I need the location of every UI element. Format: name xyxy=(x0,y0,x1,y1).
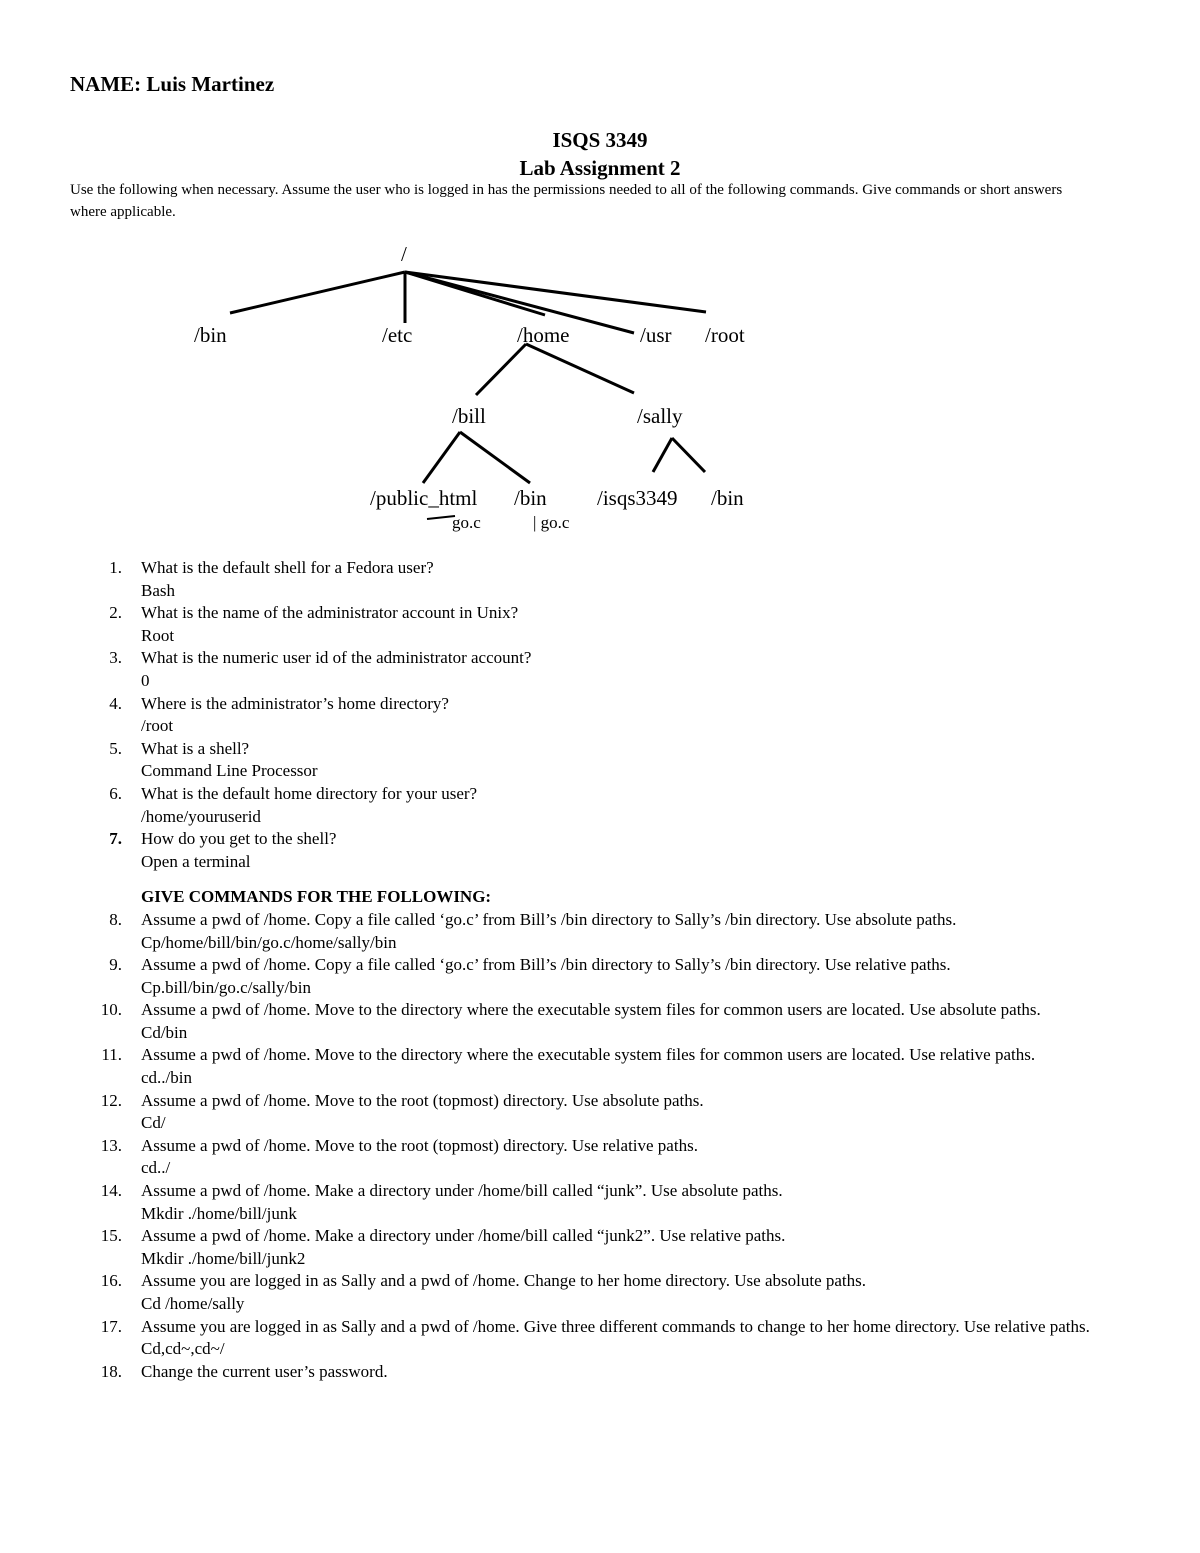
question-text: What is a shell? xyxy=(141,738,250,758)
question-item xyxy=(0,999,1101,1044)
instructions: Use the following when necessary. Assume the user who is logged in has the permissions needed to all of the following commands. Give commands or short answers where applicable. xyxy=(70,182,1063,220)
node-sally-bin: /bin xyxy=(711,486,744,510)
question-item xyxy=(0,602,1101,647)
question-text: What is the default home directory for your user? xyxy=(141,783,478,803)
answer-text: Cd/bin xyxy=(141,1022,188,1042)
edge-bill-bin xyxy=(460,432,530,483)
question-list xyxy=(0,557,1200,1383)
question-number: 14. xyxy=(100,1181,122,1201)
node-root: / xyxy=(401,242,407,266)
question-number: 18. xyxy=(100,1361,122,1381)
answer-text: Cp.bill/bin/go.c/sally/bin xyxy=(141,977,311,997)
node-sally: /sally xyxy=(637,404,683,428)
question-number: 1. xyxy=(109,558,122,577)
node-usr: /usr xyxy=(640,323,672,347)
question-item xyxy=(0,1044,1101,1089)
question-number: 3. xyxy=(109,648,122,668)
edge-root-bin xyxy=(230,272,405,313)
edge-home-bill xyxy=(476,344,526,395)
question-number: 12. xyxy=(100,1090,122,1110)
answer-text: Mkdir ./home/bill/junk xyxy=(141,1203,297,1223)
node-bin: /bin xyxy=(194,323,227,347)
file-go-c-public: go.c xyxy=(452,513,481,532)
node-isqs3349: /isqs3349 xyxy=(597,486,678,510)
question-item xyxy=(0,783,1101,828)
question-item xyxy=(0,647,1101,692)
course-code: ISQS 3349 xyxy=(552,128,648,152)
edge-home-sally xyxy=(526,344,634,393)
edge-public-html-go-c xyxy=(427,516,455,519)
question-number: 17. xyxy=(100,1316,122,1336)
question-item xyxy=(0,1225,1101,1270)
question-text: Assume a pwd of /home. Move to the root (topmost) directory. Use absolute paths. xyxy=(141,1090,704,1110)
section-heading: GIVE COMMANDS FOR THE FOLLOWING: xyxy=(141,887,492,907)
node-bill: /bill xyxy=(452,404,486,428)
question-text: Assume a pwd of /home. Move to the root (topmost) directory. Use relative paths. xyxy=(141,1135,698,1155)
question-number: 8. xyxy=(109,909,122,929)
answer-text: Cd,cd~,cd~/ xyxy=(141,1339,225,1359)
question-number: 16. xyxy=(100,1271,122,1291)
assignment-title: Lab Assignment 2 xyxy=(519,156,681,180)
question-text: How do you get to the shell? xyxy=(141,829,337,849)
question-text: Assume a pwd of /home. Make a directory under /home/bill called “junk2”. Use relative paths. xyxy=(141,1226,786,1246)
question-item xyxy=(0,1361,1101,1384)
question-item xyxy=(0,1270,1101,1315)
question-text: What is the name of the administrator account in Unix? xyxy=(141,603,519,623)
question-number: 13. xyxy=(100,1135,122,1155)
edge-root-root xyxy=(405,272,706,312)
answer-text: Bash xyxy=(141,580,175,600)
answer-text: Command Line Processor xyxy=(141,761,318,781)
document-title xyxy=(0,126,1200,182)
question-number: 5. xyxy=(109,738,122,758)
question-text: Change the current user’s password. xyxy=(141,1361,388,1381)
student-name: NAME: Luis Martinez xyxy=(70,72,275,96)
question-item xyxy=(0,693,1101,738)
question-text: Assume you are logged in as Sally and a pwd of /home. Change to her home directory. Use absolute paths. xyxy=(141,1271,867,1291)
question-number: 4. xyxy=(109,693,122,713)
edge-sally-bin xyxy=(672,438,705,472)
edge-sally-isqs3349 xyxy=(653,438,672,472)
question-number: 15. xyxy=(100,1226,122,1246)
question-text: Assume a pwd of /home. Copy a file called ‘go.c’ from Bill’s /bin directory to Sally’s /bin directory. Use absolute paths. xyxy=(141,909,957,929)
node-public-html: /public_html xyxy=(370,486,478,510)
question-item xyxy=(0,1090,1101,1135)
question-text: Assume a pwd of /home. Move to the directory where the executable system files for common users are located. Use absolute paths. xyxy=(141,1000,1041,1020)
question-item xyxy=(0,1180,1101,1225)
question-number: 11. xyxy=(101,1045,122,1065)
question-text: What is the numeric user id of the administrator account? xyxy=(141,648,532,668)
node-etc: /etc xyxy=(382,323,413,347)
question-text: Assume a pwd of /home. Copy a file called ‘go.c’ from Bill’s /bin directory to Sally’s /bin directory. Use relative paths. xyxy=(141,955,951,975)
answer-text: Mkdir ./home/bill/junk2 xyxy=(141,1248,306,1268)
answer-text: cd../ xyxy=(141,1158,171,1178)
question-number: 7. xyxy=(109,829,122,849)
answer-text: cd../bin xyxy=(141,1068,192,1088)
question-item xyxy=(0,1316,1101,1361)
answer-text: Cp/home/bill/bin/go.c/home/sally/bin xyxy=(141,932,397,952)
question-item xyxy=(0,1135,1101,1180)
node-root-dir: /root xyxy=(705,323,745,347)
question-text: Assume a pwd of /home. Make a directory under /home/bill called “junk”. Use absolute paths. xyxy=(141,1181,783,1201)
edge-bill-public-html xyxy=(423,432,460,483)
question-text: Where is the administrator’s home directory? xyxy=(141,693,449,713)
question-number: 10. xyxy=(100,1000,122,1020)
question-item xyxy=(0,954,1101,999)
node-bill-bin: /bin xyxy=(514,486,547,510)
directory-tree-diagram xyxy=(0,235,1200,540)
answer-text: Cd/ xyxy=(141,1113,166,1133)
answer-text: /root xyxy=(141,716,174,736)
question-item xyxy=(0,557,1101,602)
question-item xyxy=(0,738,1101,783)
question-item xyxy=(0,909,1101,954)
answer-text: Open a terminal xyxy=(141,851,251,871)
answer-text: Cd /home/sally xyxy=(141,1294,245,1313)
question-item xyxy=(0,828,1101,873)
answer-text: 0 xyxy=(141,670,150,690)
question-text: Assume you are logged in as Sally and a pwd of /home. Give three different commands to change to her home directory. Use relative paths. xyxy=(141,1316,1090,1336)
tree-connectors xyxy=(230,272,706,519)
answer-text: Root xyxy=(141,625,175,645)
answer-text: /home/youruserid xyxy=(141,806,261,826)
question-number: 2. xyxy=(109,603,122,623)
question-number: 6. xyxy=(109,783,122,803)
file-go-c-bin: | go.c xyxy=(533,513,570,532)
question-number: 9. xyxy=(109,955,122,975)
node-home: /home xyxy=(517,323,570,347)
question-text: What is the default shell for a Fedora user? xyxy=(141,558,434,577)
question-text: Assume a pwd of /home. Move to the directory where the executable system files for common users are located. Use relative paths. xyxy=(141,1045,1036,1065)
